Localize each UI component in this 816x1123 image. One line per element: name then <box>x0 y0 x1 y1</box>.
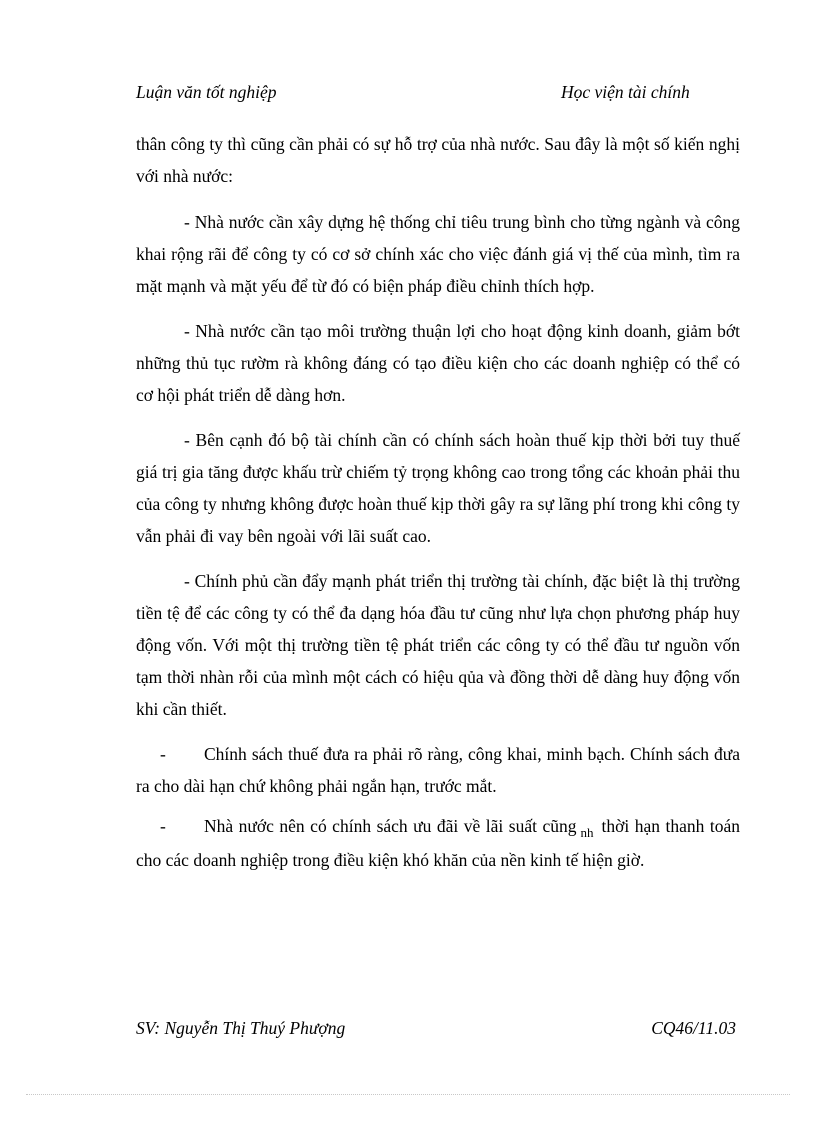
footer-class-code: CQ46/11.03 <box>651 1018 736 1038</box>
dash-item-text-before: Nhà nước nên có chính sách ưu đãi về lãi suất cũng <box>204 816 577 836</box>
paragraph-financial-market: - Chính phủ cần đẩy mạnh phát triển thị trường tài chính, đặc biệt là thị trường tiền tệ để các công ty có thể đa dạng hóa đầu tư cũng như lựa chọn phương pháp huy động vốn. Với một thị trường tiền tệ phát triển các công ty có thể đầu tư nguồn vốn tạm thời nhàn rỗi của mình một cách có hiệu qủa và đồng thời dễ dàng huy động vốn khi cần thiết. <box>136 571 740 719</box>
dash-item-interest-rate <box>136 810 740 876</box>
page-header <box>136 82 736 106</box>
paragraph-intro: thân công ty thì cũng cần phải có sự hỗ trợ của nhà nước. Sau đây là một số kiến nghị với nhà nước: <box>136 134 740 186</box>
body-text <box>136 128 740 884</box>
page-footer <box>136 1018 736 1042</box>
dash-item-text: Chính sách thuế đưa ra phải rõ ràng, công khai, minh bạch. Chính sách đưa ra cho dài hạn chứ không phải ngắn hạn, trước mắt. <box>136 744 740 796</box>
footer-student-name: SV: Nguyễn Thị Thuý Phượng <box>136 1018 346 1038</box>
header-institution: Học viện tài chính <box>561 82 690 102</box>
paragraph-tax-refund: - Bên cạnh đó bộ tài chính cần có chính sách hoàn thuế kịp thời bởi tuy thuế giá trị gia tăng được khấu trừ chiếm tỷ trọng không cao trong tổng các khoản phải thu của công ty nhưng không được hoàn thuế kịp thời gây ra sự lãng phí trong khi công ty vẫn phải đi vay bên ngoài với lãi suất cao. <box>136 430 740 546</box>
page-bottom-divider <box>26 1094 790 1095</box>
dash-marker: - <box>160 744 166 764</box>
dash-item-tax-policy <box>136 738 740 802</box>
dash-item-subscript-glyph: nh <box>580 825 594 840</box>
dash-item-text-after: thời hạn thanh toán cho các doanh nghiệp trong điều kiện khó khăn của nền kinh tế hiện giờ. <box>136 816 740 870</box>
header-thesis-title: Luận văn tốt nghiệp <box>136 82 277 102</box>
dash-marker: - <box>160 816 166 836</box>
paragraph-business-environment: - Nhà nước cần tạo môi trường thuận lợi cho hoạt động kinh doanh, giảm bớt những thủ tục rườm rà không đáng có tạo điều kiện cho các doanh nghiệp có thể có cơ hội phát triển dễ dàng hơn. <box>136 321 740 405</box>
paragraph-indicator-system: - Nhà nước cần xây dựng hệ thống chỉ tiêu trung bình cho từng ngành và công khai rộng rãi để công ty có cơ sở chính xác cho việc đánh giá vị thế của mình, tìm ra mặt mạnh và mặt yếu để từ đó có biện pháp điều chỉnh thích hợp. <box>136 212 740 296</box>
